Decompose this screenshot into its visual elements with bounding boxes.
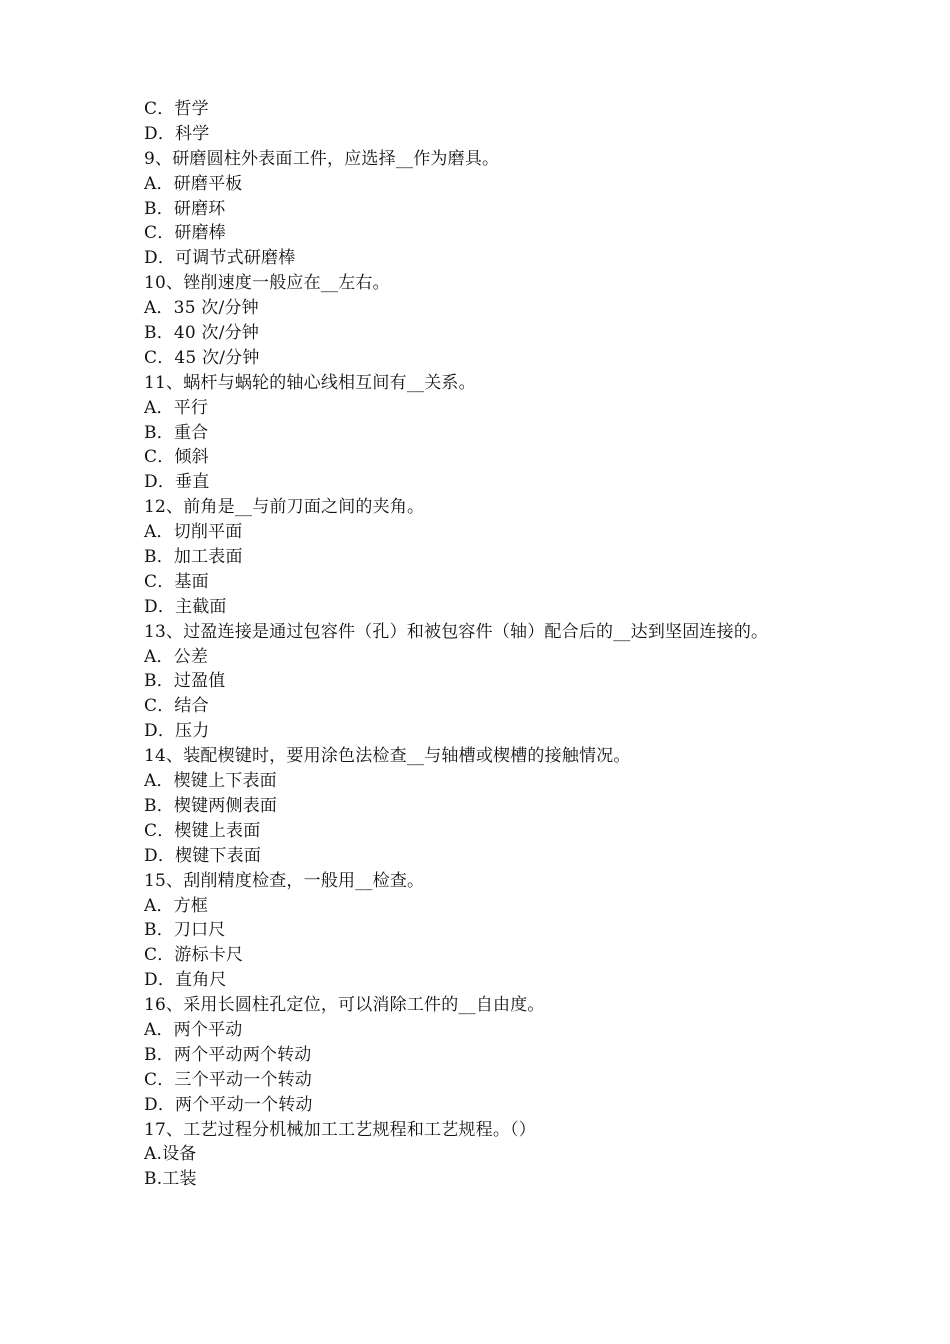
option-line: C．45 次/分钟 (144, 347, 260, 368)
option-line: B．加工表面 (144, 547, 243, 568)
option-line: B．过盈值 (144, 671, 226, 692)
option-line: C．倾斜 (144, 447, 209, 468)
option-line: C．研磨棒 (144, 223, 227, 244)
option-line: D．楔键下表面 (144, 845, 262, 866)
option-line: B．研磨环 (144, 198, 226, 219)
option-line: A．两个平动 (144, 1019, 243, 1040)
option-line: D．两个平动一个转动 (144, 1094, 313, 1115)
question-14: 14、装配楔键时，要用涂色法检查__与轴槽或楔槽的接触情况。 (144, 746, 631, 767)
question-12: 12、前角是__与前刀面之间的夹角。 (144, 497, 425, 518)
option-line: D．压力 (144, 721, 210, 742)
question-13: 13、过盈连接是通过包容件（孔）和被包容件（轴）配合后的__达到坚固连接的。 (144, 621, 769, 642)
option-line: A.设备 (144, 1144, 197, 1165)
option-line: C．游标卡尺 (144, 945, 244, 966)
question-list (144, 97, 824, 1192)
question-10: 10、锉削速度一般应在__左右。 (144, 273, 390, 294)
option-line: A．楔键上下表面 (144, 771, 277, 792)
option-line: B．40 次/分钟 (144, 323, 260, 344)
question-15: 15、刮削精度检查，一般用__检查。 (144, 870, 425, 891)
option-line: B．刀口尺 (144, 920, 226, 941)
option-line: C．楔键上表面 (144, 820, 261, 841)
option-line: B．重合 (144, 422, 209, 443)
option-line: B．两个平动两个转动 (144, 1044, 312, 1065)
option-line: A．35 次/分钟 (144, 298, 259, 319)
option-line: C．结合 (144, 696, 209, 717)
option-line: D．主截面 (144, 596, 227, 617)
option-line: D．可调节式研磨棒 (144, 248, 296, 269)
option-line: C．哲学 (144, 99, 209, 119)
question-16: 16、采用长圆柱孔定位，可以消除工件的__自由度。 (144, 995, 545, 1016)
option-line: C．三个平动一个转动 (144, 1069, 313, 1090)
option-line: A．研磨平板 (144, 173, 243, 194)
question-17: 17、工艺过程分机械加工工艺规程和工艺规程。（） (144, 1119, 536, 1140)
option-line: D．垂直 (144, 472, 210, 493)
option-line: A．方框 (144, 895, 209, 916)
question-11: 11、蜗杆与蜗轮的轴心线相互间有__关系。 (144, 372, 476, 393)
question-9: 9、研磨圆柱外表面工件，应选择__作为磨具。 (144, 148, 500, 169)
option-line: A．公差 (144, 646, 209, 667)
option-line: A．平行 (144, 397, 209, 418)
option-line: B．楔键两侧表面 (144, 795, 278, 816)
option-line: D．直角尺 (144, 970, 227, 991)
option-line: D．科学 (144, 123, 210, 144)
option-line: A．切削平面 (144, 522, 243, 543)
option-line: C．基面 (144, 571, 209, 592)
option-line: B.工装 (144, 1169, 197, 1190)
